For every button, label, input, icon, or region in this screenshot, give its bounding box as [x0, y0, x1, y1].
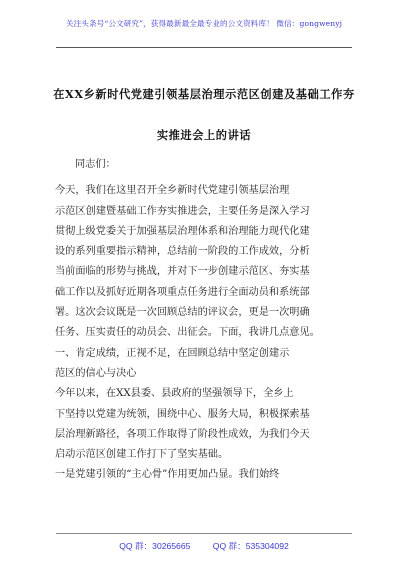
body-line: 署。这次会议既是一次回顾总结的评议会，更是一次明确 [55, 307, 310, 319]
body-line: 启动示范区创建工作打下了坚实基础。 [55, 449, 229, 461]
document-title-line-1: 在XX乡新时代党建引领基层治理示范区创建及基础工作夯 [53, 87, 355, 101]
body-line: 任务、压实责任的动员会、出征会。下面，我讲几点意见。 [55, 327, 320, 339]
body-line: 一是党建引领的“主心骨”作用更加凸显。我们始终 [55, 469, 280, 481]
body-line: 今天，我们在这里召开全乡新时代党建引领基层治理 [55, 185, 290, 197]
body-line: 当前面临的形势与挑战，并对下一步创建示范区、夯实基 [55, 266, 310, 278]
section-heading-line: 一、肯定成绩，正视不足，在回顾总结中坚定创建示 [55, 347, 290, 359]
body-line: 设的系列重要指示精神，总结前一阶段的工作成效，分析 [55, 246, 310, 258]
body-line: 础工作以及抓好近期各项重点任务进行全面动员和系统部 [55, 286, 310, 298]
body-line: 下坚持以党建为统领，围绕中心、服务大局，积极探索基 [55, 408, 310, 420]
footer-qq-group-1: QQ 群：30265665 [119, 541, 191, 551]
header-divider [56, 47, 352, 48]
body-line: 贯彻上级党委关于加强基层治理体系和治理能力现代化建 [55, 225, 310, 237]
footer-divider [56, 533, 352, 534]
body-line: 层治理新路径，各项工作取得了阶段性成效，为我们今天 [55, 428, 310, 440]
footer-qq-group-2: QQ 群：535304092 [212, 541, 289, 551]
document-title-line-2: 实推进会上的讲话 [156, 128, 252, 142]
section-heading-line: 范区的信心与决心 [55, 367, 137, 379]
header-banner: 关注头条号“公文研究”，获得最新最全最专业的公文资料库！ 微信：gongwenyj [65, 19, 343, 28]
document-body [55, 155, 355, 486]
body-line: 示范区创建暨基础工作夯实推进会，主要任务是深入学习 [55, 205, 310, 217]
body-line: 今年以来，在XX县委、县政府的坚强领导下，全乡上 [55, 388, 294, 400]
footer-contact [0, 540, 408, 552]
greeting: 同志们： [75, 159, 116, 170]
